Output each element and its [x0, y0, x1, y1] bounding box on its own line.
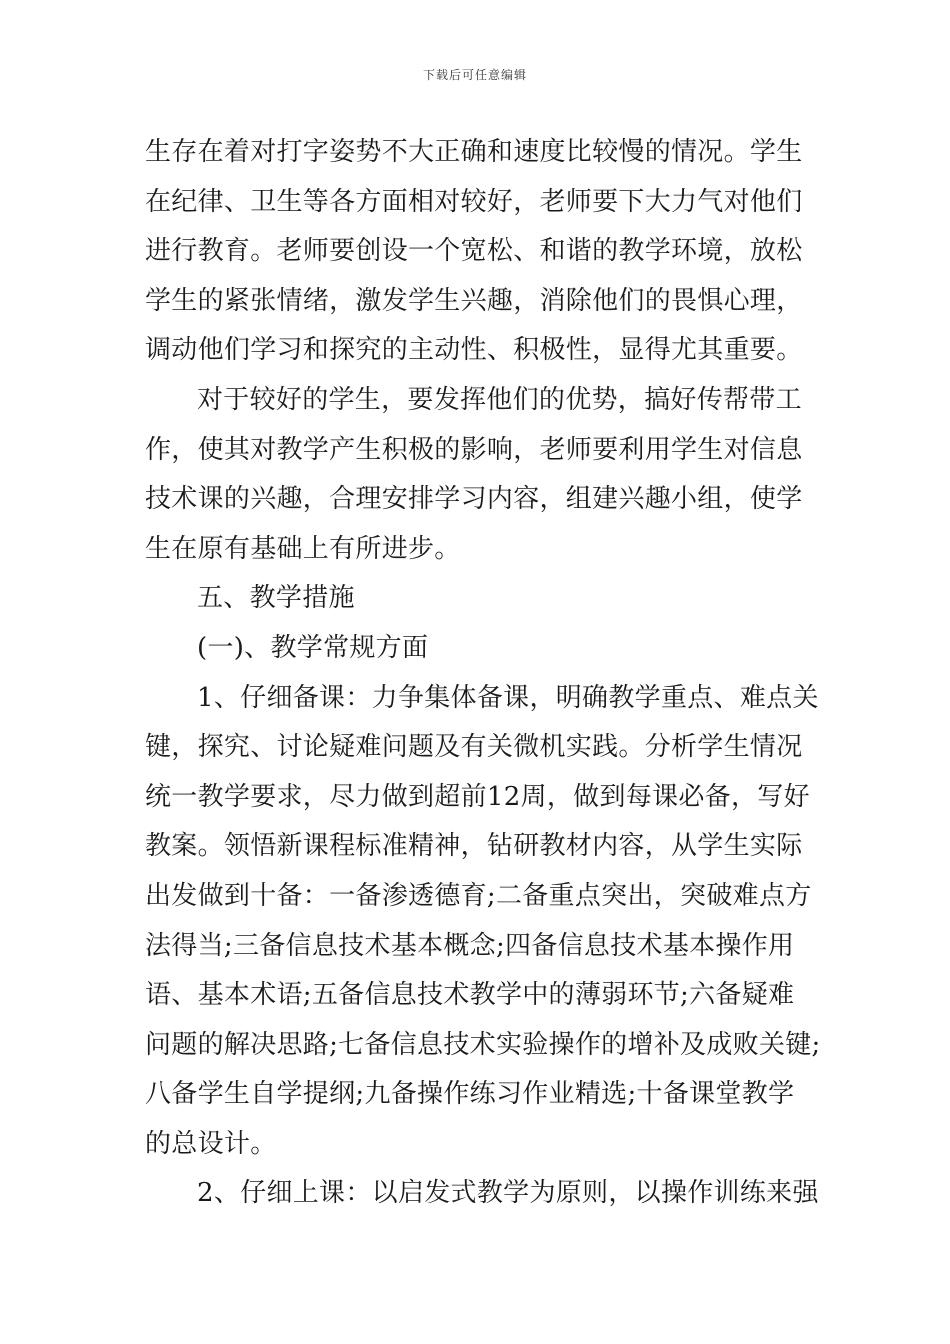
text-line: 八备学生自学提纲;九备操作练习作业精选;十备课堂教学 — [145, 1079, 795, 1110]
text-line: 统一教学要求，尽力做到超前12周，做到每课必备，写好 — [145, 781, 810, 812]
paragraph-1 — [145, 128, 815, 376]
text-line: (一)、教学常规方面 — [197, 632, 429, 663]
section-heading — [145, 574, 815, 624]
text-line: 调动他们学习和探究的主动性、积极性，显得尤其重要。 — [145, 335, 803, 366]
text-line: 技术课的兴趣，合理安排学习内容，组建兴趣小组，使学 — [145, 484, 803, 515]
text-line: 作，使其对教学产生积极的影响，老师要利用学生对信息 — [145, 434, 803, 465]
text-line: 生存在着对打字姿势不大正确和速度比较慢的情况。学生 — [145, 137, 803, 167]
text-line: 生在原有基础上有所进步。 — [145, 533, 461, 564]
text-line: 在纪律、卫生等各方面相对较好，老师要下大力气对他们 — [145, 186, 803, 217]
text-line: 出发做到十备：一备渗透德育;二备重点突出，突破难点方 — [145, 880, 812, 911]
paragraph-preparation — [145, 674, 821, 1170]
text-line: 教案。领悟新课程标准精神，钻研教材内容，从学生实际 — [145, 831, 803, 862]
page-header: 下载后可任意编辑 — [422, 68, 527, 82]
text-line: 1、仔细备课：力争集体备课，明确教学重点、难点关 — [197, 682, 819, 713]
text-line: 对于较好的学生，要发挥他们的优势，搞好传帮带工 — [197, 384, 802, 415]
text-line: 学生的紧张情绪，激发学生兴趣，消除他们的畏惧心理， — [145, 285, 803, 316]
text-line: 语、基本术语;五备信息技术教学中的薄弱环节;六备疑难 — [145, 980, 795, 1011]
text-line: 法得当;三备信息技术基本概念;四备信息技术基本操作用 — [145, 930, 795, 961]
text-line: 问题的解决思路;七备信息技术实验操作的增补及成败关键; — [145, 1029, 821, 1060]
paragraph-lecture — [145, 1169, 819, 1219]
text-line: 进行教育。老师要创设一个宽松、和谐的教学环境，放松 — [145, 236, 803, 267]
text-line: 的总设计。 — [145, 1128, 277, 1159]
subsection-heading — [145, 624, 815, 674]
text-line: 五、教学措施 — [197, 583, 355, 614]
text-line: 键，探究、讨论疑难问题及有关微机实践。分析学生情况 — [145, 732, 803, 763]
paragraph-2 — [145, 376, 815, 574]
document-body — [145, 128, 821, 1219]
text-line: 2、仔细上课：以启发式教学为原则，以操作训练来强 — [197, 1178, 819, 1209]
